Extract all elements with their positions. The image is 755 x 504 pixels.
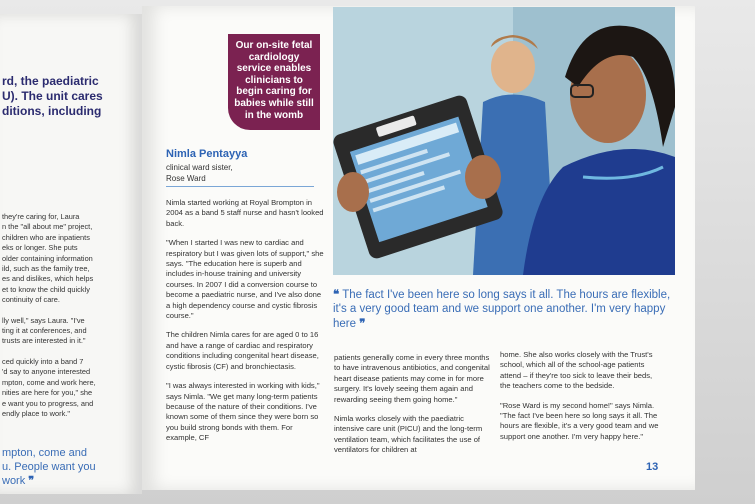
close-quote-icon: ❞	[359, 316, 366, 330]
paragraph: "I was always interested in working with kids," says Nimla. "We get many long-term patients because of the nature of their conditions. I've known some of them since they were born so you build strong bonds with them. For example, CF	[166, 381, 320, 443]
profile-role: clinical ward sister, Rose Ward	[166, 163, 233, 183]
paragraph: Nimla started working at Royal Brompton in 2004 as a band 5 staff nurse and hasn't looked back.	[166, 198, 324, 228]
left-page	[0, 14, 142, 494]
left-intro-line: rd, the paediatric	[2, 74, 99, 88]
nurse-photo	[333, 7, 675, 275]
left-paragraph: ced quickly into a band 7 'd say to anyone interested mpton, come and work here, nities are here for you," she e want you to progress, and endly place to work."	[2, 356, 96, 418]
open-quote-icon: ❝	[333, 287, 340, 301]
paragraph: The children Nimla cares for are aged 0 to 16 and have a range of cardiac and respiratory conditions including congenital heart disease, cystic fibrosis (CF) and bronchiectasis.	[166, 330, 319, 371]
column-2	[334, 353, 492, 465]
paragraph: Nimla works closely with the paediatric intensive care unit (PICU) and the long-term ventilation team, which facilitates the use of ventilators for children at	[334, 414, 483, 455]
left-body	[2, 212, 142, 429]
pull-quote: ❝ The fact I've been here so long says it all. The hours are flexible, it's a very good team and we support one another. I'm very happy here ❞	[333, 287, 671, 330]
photo-illustration	[333, 7, 675, 275]
left-paragraph: they're caring for, Laura n the "all about me" project, children who are inpatients eks or longer. She puts older containing information ild, such as the family tree, es and dislikes, which helps et to know the child quickly continuity of care.	[2, 212, 94, 305]
profile-name: Nimla Pentayya	[166, 148, 248, 160]
column-1	[166, 198, 324, 453]
paragraph: patients generally come in every three months to have intravenous antibiotics, and congenital heart disease patients may come in for more surgery. It's lovely seeing them again and rewarding seeing them going home."	[334, 353, 490, 404]
page-number: 13	[646, 461, 659, 473]
paragraph: home. She also works closely with the Trust's school, which all of the school-age patients attend – if they're too sick to leave their beds, the teachers come to the bedside.	[500, 350, 653, 391]
column-3	[500, 350, 660, 451]
divider	[166, 186, 314, 187]
left-pull-quote: mpton, come and u. People want you work ❞	[2, 447, 96, 487]
paragraph: "Rose Ward is my second home!" says Nimla. "The fact I've been here so long says it all. The hours are flexible, it's a very good team and we support one another. I'm very happy here."	[500, 400, 659, 441]
callout-box: Our on-site fetal cardiology service enables clinicians to begin caring for babies while still in the womb	[228, 34, 320, 130]
left-intro	[2, 74, 142, 119]
paragraph: "When I started I was new to cardiac and respiratory but I was given lots of support," she says. "The education here is superb and includes in-house training and university courses. In 2007 I did a conversion course to become a paediatric nurse, and I've also done a high dependency course and cystic fibrosis course."	[166, 238, 324, 321]
left-intro-line: ditions, including	[2, 104, 102, 118]
left-paragraph: lly well," says Laura. "I've ting it at conferences, and trusts are interested in it."	[2, 315, 87, 346]
close-quote-icon: ❞	[28, 474, 35, 487]
left-intro-line: U). The unit cares	[2, 89, 103, 103]
